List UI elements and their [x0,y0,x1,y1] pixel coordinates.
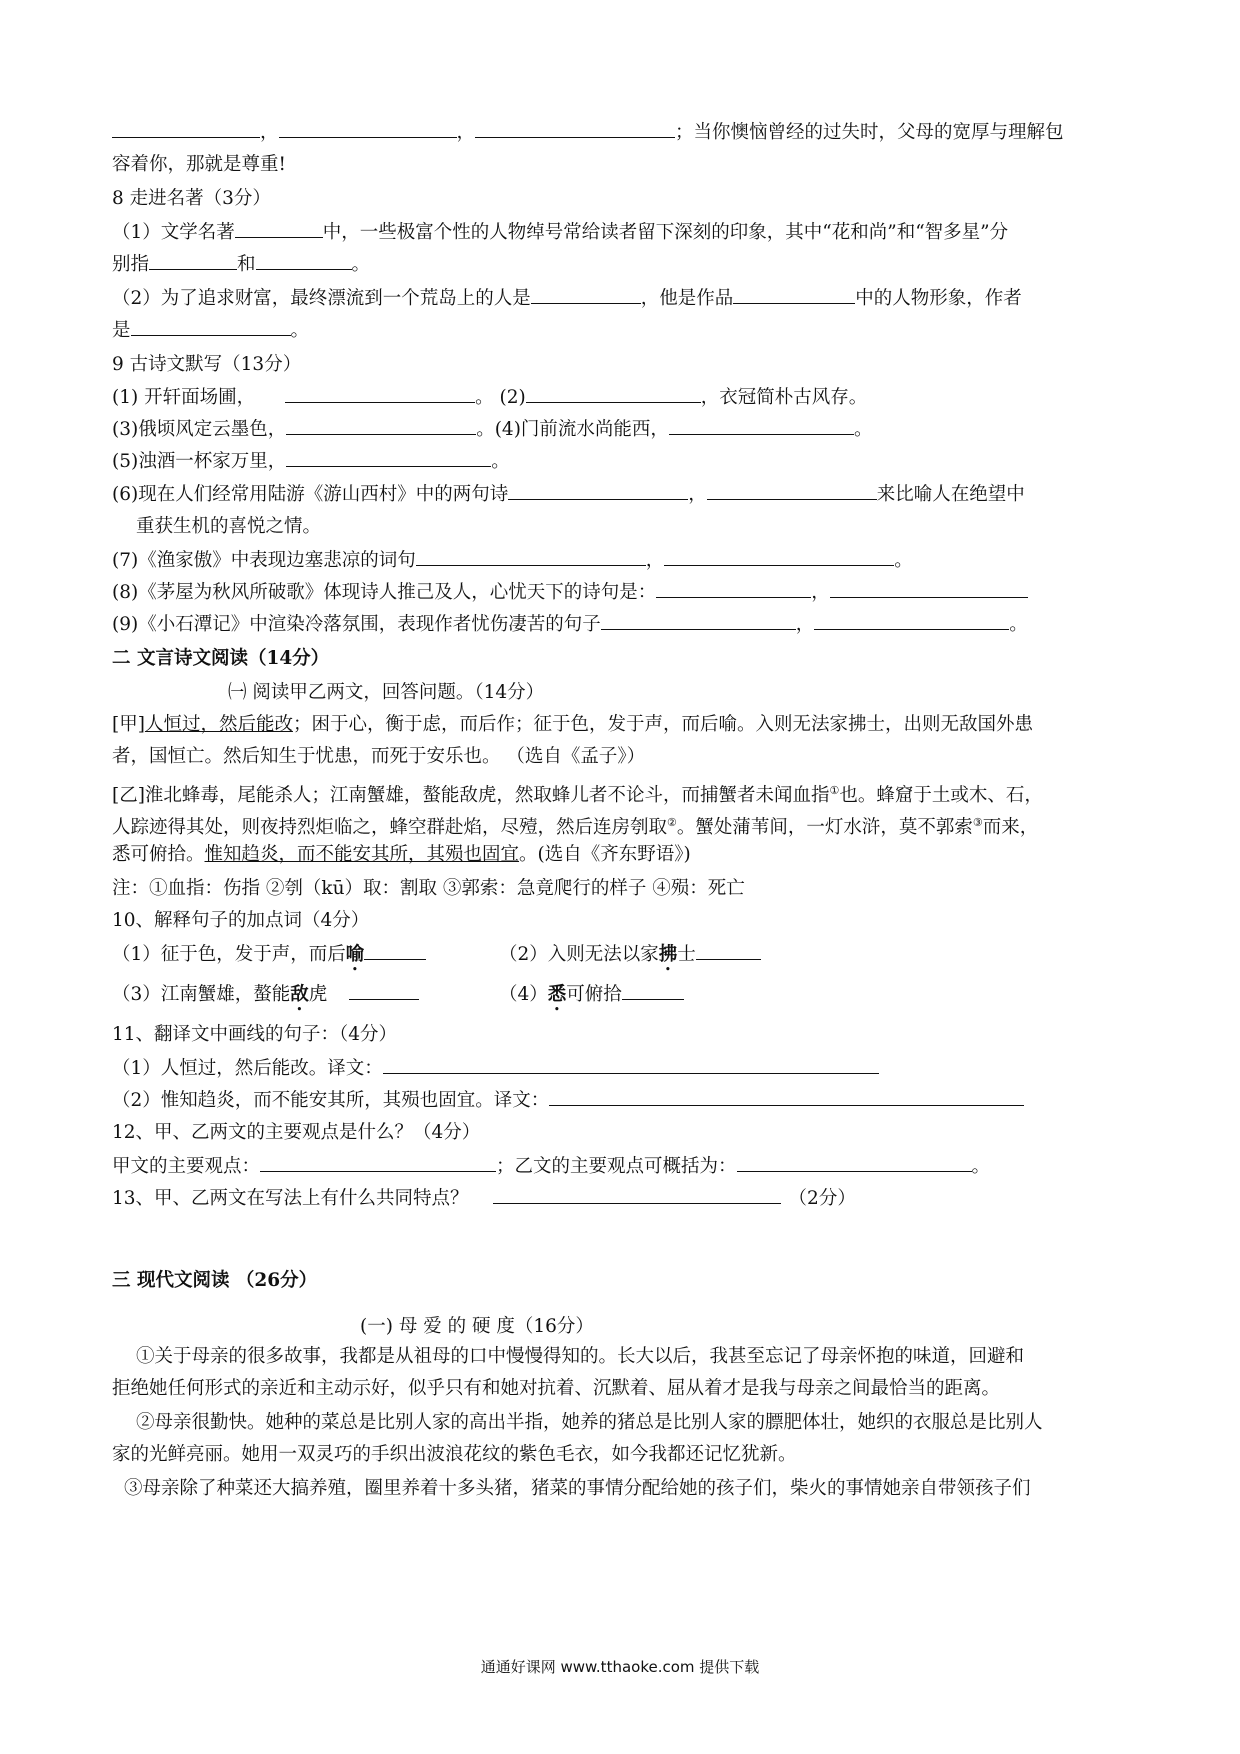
q9-line-5: 重获生机的喜悦之情。 [136,516,322,537]
text: 可俯拾 [566,984,622,1005]
text: [乙]淮北蜂毒，尾能杀人；江南蟹雄，螯能敌虎，然取蜂儿者不论斗，而捕蟹者未闻血指 [112,785,830,807]
answer-blank[interactable] [526,383,701,403]
text: 。(选自《齐东野语》) [519,844,691,865]
yi-line-3 [112,840,1130,870]
answer-blank[interactable] [707,480,877,500]
dotted-word: 敌 [290,984,309,1005]
answer-blank[interactable] [549,1086,1024,1106]
q11-line-2 [112,1086,1130,1116]
answer-blank[interactable] [669,415,854,435]
paragraph-line: 拒绝她任何形式的亲近和主动示好，似乎只有和她对抗着、沉默着、屈从着才是我与母亲之间最恰当的距离。 [112,1378,1001,1399]
text: ， [260,122,279,143]
text: 悉可俯拾。 [112,844,205,865]
paragraph-line: 家的光鲜亮丽。她用一双灵巧的手织出波浪花纹的紫色毛衣，如今我都还记忆犹新。 [112,1444,797,1465]
text: 中的人物形象，作者 [855,288,1022,309]
answer-blank[interactable] [664,546,894,566]
text: 13、甲、乙两文在写法上有什么共同特点？ [112,1188,469,1209]
text: （4） [499,984,548,1005]
jia-line-2: 者，国恒亡。然后知生于忧患，而死于安乐也。 （选自《孟子》） [112,746,646,767]
text: 和 [237,254,256,275]
text: 也。蜂窟于土或木、石， [839,785,1043,807]
answer-blank[interactable] [279,118,457,138]
answer-blank[interactable] [285,383,475,403]
underlined-sentence: 惟知趋炎，而不能安其所，其殒也固宜 [204,844,520,865]
q12-line [112,1152,1130,1182]
text: 士 [677,944,696,965]
text: (7)《渔家傲》中表现边塞悲凉的词句 [112,550,416,571]
q9-line-3 [112,447,1130,477]
q9-line-1 [112,383,1130,413]
page-footer: 通通好课网 www.tthaoke.com 提供下载 [480,1658,760,1676]
answer-blank[interactable] [531,284,641,304]
text: ， [456,122,476,143]
text: （1）人恒过，然后能改。译文： [112,1058,383,1079]
answer-blank[interactable] [149,250,237,270]
text: (5)浊酒一杯家万里， [112,451,287,472]
text: (3)俄顷风定云墨色， [112,419,287,440]
text: ，衣冠简朴古风存。 [700,387,868,408]
section-2-title: 二 文言诗文阅读（14分） [112,648,330,669]
text: （3）江南蟹雄，螯能 [112,984,291,1005]
q8-line-4 [112,316,1130,346]
text: 。 [491,451,510,472]
q11-line-1 [112,1054,1130,1084]
text: 。 [1009,614,1028,635]
text: 。 [894,550,913,571]
q9-title: 9 古诗文默写（13分） [112,354,302,375]
article-title: (一) 母 爱 的 硬 度（16分） [360,1316,594,1337]
dotted-word: 悉 [547,984,567,1005]
text: 。 [853,419,873,440]
underlined-sentence: 人恒过，然后能改 [144,714,293,735]
text: 而来， [982,817,1039,839]
answer-blank[interactable] [601,610,796,630]
q9-line-2 [112,415,1130,445]
answer-blank[interactable] [260,1152,496,1172]
notes: 注：①血指：伤指 ②刳（kū）取：割取 ③郭索：急竟爬行的样子 ④殒：死亡 [112,878,745,899]
text: ，他是作品 [640,288,734,309]
answer-blank[interactable] [656,578,811,598]
top-line-1 [112,118,1130,148]
text: (1) 开轩面场圃， [112,387,256,408]
text: (8)《茅屋为秋风所破歌》体现诗人推己及人，心忧天下的诗句是： [112,582,657,603]
answer-blank[interactable] [416,546,646,566]
text: 虎 [308,984,328,1005]
text: 甲文的主要观点： [112,1156,261,1177]
dotted-word: 拂 [658,944,678,965]
answer-blank[interactable] [235,218,323,238]
q8-line-2 [112,250,1130,280]
text: ；乙文的主要观点可概括为： [496,1156,737,1177]
text: (6)现在人们经常用陆游《游山西村》中的两句诗 [112,484,509,505]
text: 。(4)门前流水尚能西， [476,419,669,440]
answer-blank[interactable] [475,118,675,138]
answer-blank[interactable] [286,415,476,435]
answer-blank[interactable] [737,1152,972,1172]
text: 。 [290,320,310,341]
text: ， [811,582,830,603]
text: （2分） [788,1188,856,1209]
answer-blank[interactable] [830,578,1028,598]
answer-blank[interactable] [622,980,684,1000]
q9-line-4 [112,480,1130,510]
section-2-subtitle: ㈠ 阅读甲乙两文，回答问题。（14分） [228,682,545,703]
text: ；困于心，衡于虑，而后作；征于色，发于声，而后喻。入则无法家拂士，出则无敌国外患 [292,714,1033,735]
q8-line-3 [112,284,1130,314]
text: 。 [971,1156,991,1177]
text: 是 [112,320,131,341]
q10-title: 10、解释句子的加点词（4分） [112,910,370,931]
text: (9)《小石潭记》中渲染冷落氛围，表现作者忧伤凄苦的句子 [112,614,601,635]
answer-blank[interactable] [364,940,426,960]
jia-line-1 [112,710,1130,740]
text: 。蟹处蒲苇间，一灯水浒，莫不郭索 [676,817,973,839]
text: （2）惟知趋炎，而不能安其所，其殒也固宜。译文： [112,1090,550,1111]
answer-blank[interactable] [508,480,688,500]
section-3-title: 三 现代文阅读 （26分） [112,1270,318,1291]
answer-blank[interactable] [493,1184,781,1204]
text: 。 [351,254,371,275]
answer-blank[interactable] [696,940,761,960]
q9-line-8 [112,610,1130,640]
answer-blank[interactable] [814,610,1009,630]
paragraph-line: ③母亲除了种菜还大搞养殖，圈里养着十多头猪，猪菜的事情分配给她的孩子们，柴火的事情她亲自带领孩子们 [124,1478,1031,1499]
text: 人踪迹得其处，则夜持烈炬临之，蜂空群赴焰，尽殪，然后连房刳取 [112,817,668,839]
q8-line-1 [112,218,1130,248]
text: ；当你懊恼曾经的过失时，父母的宽厚与理解包 [675,122,1064,143]
text: ， [645,550,665,571]
q13-line [112,1184,1130,1214]
q11-title: 11、翻译文中画线的句子：（4分） [112,1024,398,1045]
answer-blank[interactable] [383,1054,879,1074]
answer-blank[interactable] [349,980,419,1000]
q8-title: 8 走进名著（3分） [112,188,271,209]
text: （1）文学名著 [112,222,235,243]
text: （2）为了追求财富，最终漂流到一个荒岛上的人是 [112,288,531,309]
text: 别指 [112,254,150,275]
paragraph-line: ②母亲很勤快。她种的菜总是比别人家的高出半指，她养的猪总是比别人家的膘肥体壮，她织的衣服总是比别人 [136,1412,1043,1433]
dotted-word: 喻 [345,944,365,965]
text: [甲] [112,714,145,735]
q10-row-1 [112,940,1130,975]
answer-blank[interactable] [256,250,352,270]
yi-line-1 [112,776,1130,811]
footnote-mark: ② [667,816,677,829]
q10-row-2 [112,980,1130,1015]
text: 来比喻人在绝望中 [876,484,1025,505]
text: （2）入则无法以家 [499,944,659,965]
answer-blank[interactable] [131,316,291,336]
q9-line-6 [112,546,1130,576]
q9-line-7 [112,578,1130,608]
text: （1）征于色，发于声，而后 [112,944,346,965]
text: 中，一些极富个性的人物绰号常给读者留下深刻的印象，其中“花和尚”和“智多星”分 [322,222,1009,243]
yi-line-2 [112,808,1130,843]
answer-blank[interactable] [733,284,855,304]
text: ， [688,484,707,505]
text: ， [795,614,815,635]
footnote-mark: ③ [972,816,983,829]
answer-blank[interactable] [286,447,491,467]
q12-title: 12、甲、乙两文的主要观点是什么？（4分） [112,1122,481,1143]
footnote-mark: ① [829,784,840,797]
text: 。 (2) [475,387,526,408]
top-line-2: 容着你，那就是尊重! [112,154,286,175]
paragraph-line: ①关于母亲的很多故事，我都是从祖母的口中慢慢得知的。长大以后，我甚至忘记了母亲怀抱的味道，回避和 [136,1346,1025,1367]
answer-blank[interactable] [112,118,260,138]
